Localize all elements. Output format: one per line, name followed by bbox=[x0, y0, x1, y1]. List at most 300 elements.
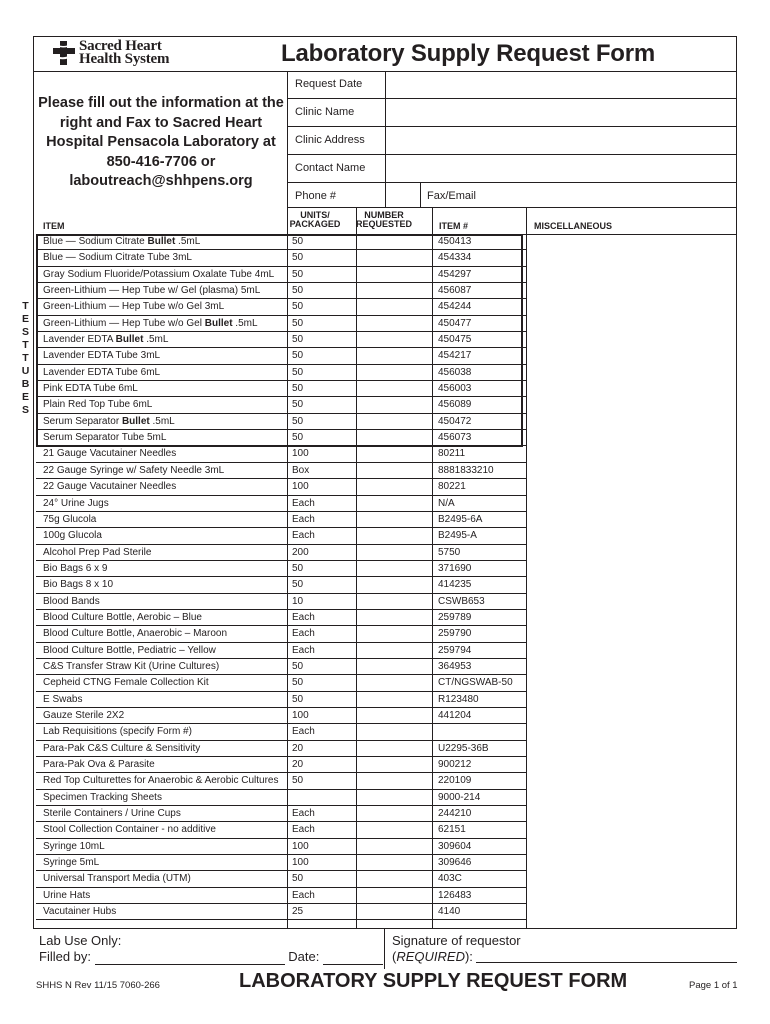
item-name bbox=[43, 888, 90, 903]
item-name bbox=[43, 365, 160, 380]
list-item bbox=[36, 675, 526, 691]
item-number: 259790 bbox=[438, 628, 472, 640]
list-item bbox=[36, 365, 526, 381]
item-name-text: Urine Hats bbox=[43, 889, 91, 901]
item-units: 50 bbox=[292, 432, 304, 444]
item-units: 50 bbox=[292, 317, 304, 329]
item-name bbox=[43, 675, 209, 690]
list-item bbox=[36, 561, 526, 577]
list-item bbox=[36, 283, 526, 299]
signature-field[interactable] bbox=[476, 962, 737, 963]
fax-email-label: Fax/Email bbox=[427, 190, 476, 202]
item-name bbox=[43, 594, 100, 609]
item-name-text: E Swabs bbox=[43, 693, 83, 705]
item-number: 403C bbox=[438, 873, 462, 885]
item-units: 50 bbox=[292, 579, 304, 591]
misc-column-divider bbox=[526, 208, 527, 929]
item-name bbox=[43, 512, 96, 527]
list-item bbox=[36, 790, 526, 806]
item-name-text: Stool Collection Container - no additive bbox=[43, 824, 216, 836]
item-units: 50 bbox=[292, 562, 304, 574]
date-field[interactable] bbox=[323, 949, 383, 965]
item-name bbox=[43, 561, 107, 576]
item-number: 450413 bbox=[438, 236, 472, 247]
logo-line-2: Health System bbox=[79, 51, 170, 67]
item-number: CSWB653 bbox=[438, 595, 485, 607]
required-label: REQUIRED bbox=[396, 949, 465, 964]
number-requested-field[interactable] bbox=[356, 692, 408, 706]
item-number: 454334 bbox=[438, 252, 472, 264]
list-item bbox=[36, 888, 526, 904]
item-number: 80221 bbox=[438, 481, 466, 493]
filled-by-line bbox=[39, 949, 383, 965]
item-name-text: Universal Transport Media (UTM) bbox=[43, 873, 191, 885]
item-units: 50 bbox=[292, 350, 304, 362]
item-units: 50 bbox=[292, 677, 304, 689]
item-units: Each bbox=[292, 530, 315, 542]
number-requested-field[interactable] bbox=[356, 822, 408, 836]
number-requested-field[interactable] bbox=[356, 496, 408, 510]
item-name-text: Pink EDTA Tube 6mL bbox=[43, 383, 138, 395]
item-units: 10 bbox=[292, 595, 304, 607]
item-number: 364953 bbox=[438, 660, 472, 672]
item-name-text: Plain Red Top Tube 6mL bbox=[43, 399, 153, 411]
item-name bbox=[43, 234, 200, 249]
item-name bbox=[43, 904, 116, 919]
item-number: 456089 bbox=[438, 399, 472, 411]
item-units: 50 bbox=[292, 301, 304, 313]
number-requested-field[interactable] bbox=[356, 643, 408, 657]
item-name-text: Bio Bags 8 x 10 bbox=[43, 579, 114, 591]
column-header-miscellaneous: MISCELLANEOUS bbox=[534, 221, 613, 231]
clinic-address-input[interactable] bbox=[388, 131, 737, 153]
item-number: 454244 bbox=[438, 301, 472, 313]
item-units: 50 bbox=[292, 268, 304, 280]
number-requested-field[interactable] bbox=[356, 724, 408, 738]
item-name bbox=[43, 283, 260, 298]
item-number: 371690 bbox=[438, 562, 472, 574]
item-units: 50 bbox=[292, 334, 304, 346]
list-item bbox=[36, 479, 526, 495]
number-requested-field[interactable] bbox=[356, 659, 408, 673]
list-item bbox=[36, 381, 526, 397]
item-name-text: Blood Culture Bottle, Aerobic – Blue bbox=[43, 611, 202, 623]
column-header-item-number: ITEM # bbox=[439, 221, 469, 231]
item-units: Each bbox=[292, 628, 315, 640]
item-name-text: Para-Pak Ova & Parasite bbox=[43, 759, 155, 770]
item-name bbox=[43, 316, 258, 331]
list-item bbox=[36, 757, 526, 773]
item-name-text: Blood Culture Bottle, Anaerobic – Maroon bbox=[43, 628, 227, 640]
number-requested-field[interactable] bbox=[356, 561, 408, 575]
item-name-text: Lavender EDTA bbox=[43, 334, 116, 346]
list-item bbox=[36, 659, 526, 675]
item-units: 100 bbox=[292, 448, 309, 460]
item-number: 454297 bbox=[438, 268, 472, 280]
item-name-text: Lavender EDTA Tube 6mL bbox=[43, 366, 161, 378]
item-name bbox=[43, 724, 192, 739]
item-units: Box bbox=[292, 464, 310, 476]
number-requested-field[interactable] bbox=[356, 757, 408, 771]
list-item bbox=[36, 545, 526, 561]
list-item bbox=[36, 397, 526, 413]
list-item bbox=[36, 430, 526, 446]
item-name bbox=[43, 348, 160, 363]
list-item bbox=[36, 855, 526, 871]
item-name bbox=[43, 430, 166, 445]
list-item bbox=[36, 414, 526, 430]
item-name-text: Sterile Containers / Urine Cups bbox=[43, 808, 181, 820]
list-item bbox=[36, 610, 526, 626]
item-units: 100 bbox=[292, 857, 309, 869]
item-units: 50 bbox=[292, 383, 304, 395]
list-item bbox=[36, 594, 526, 610]
filled-by-label: Filled by: bbox=[39, 949, 92, 964]
item-name-text: C&S Transfer Straw Kit (Urine Cultures) bbox=[43, 660, 220, 672]
item-name bbox=[43, 692, 82, 707]
item-name bbox=[43, 381, 138, 396]
item-units: Each bbox=[292, 611, 315, 623]
number-requested-field[interactable] bbox=[356, 512, 408, 526]
list-item bbox=[36, 773, 526, 789]
item-name bbox=[43, 773, 279, 788]
number-requested-field[interactable] bbox=[356, 283, 408, 297]
item-name-text: 21 Gauge Vacutainer Needles bbox=[43, 448, 177, 460]
item-name-text: Green-Lithium — Hep Tube w/o Gel bbox=[43, 317, 205, 329]
item-units: 20 bbox=[292, 742, 304, 754]
test-tubes-label: TEST TUBES bbox=[21, 300, 31, 416]
phone-input[interactable] bbox=[290, 186, 384, 208]
number-requested-field[interactable] bbox=[356, 839, 408, 853]
item-name bbox=[43, 790, 162, 805]
number-requested-field[interactable] bbox=[356, 545, 408, 559]
item-name-text: Lavender EDTA Tube 3mL bbox=[43, 350, 161, 362]
item-name-emphasis: Bullet bbox=[147, 236, 176, 247]
item-number: 220109 bbox=[438, 775, 472, 787]
column-header-number: NUMBER REQUESTED bbox=[356, 210, 413, 229]
number-requested-field[interactable] bbox=[356, 463, 408, 477]
number-requested-field[interactable] bbox=[356, 577, 408, 591]
contact-name-label: Contact Name bbox=[295, 162, 366, 174]
logo-line-1: Sacred Heart bbox=[79, 38, 162, 54]
request-date-label: Request Date bbox=[295, 78, 363, 90]
item-units: 50 bbox=[292, 775, 304, 787]
list-item bbox=[36, 806, 526, 822]
number-requested-field[interactable] bbox=[356, 381, 408, 395]
item-units: 100 bbox=[292, 840, 309, 852]
item-name-text: Specimen Tracking Sheets bbox=[43, 791, 162, 803]
number-requested-field[interactable] bbox=[356, 708, 408, 722]
item-number: 450472 bbox=[438, 415, 472, 427]
item-name-suffix: .5mL bbox=[232, 317, 258, 329]
item-name-text: Blue — Sodium Citrate Tube 3mL bbox=[43, 252, 192, 264]
list-item bbox=[36, 577, 526, 593]
list-item bbox=[36, 839, 526, 855]
number-requested-field[interactable] bbox=[356, 888, 408, 902]
item-number: 456073 bbox=[438, 432, 472, 444]
item-name-text: 75g Glucola bbox=[43, 513, 97, 525]
request-date-input[interactable] bbox=[388, 75, 737, 97]
number-requested-field[interactable] bbox=[356, 446, 408, 460]
list-item bbox=[36, 643, 526, 659]
item-name bbox=[43, 463, 224, 478]
item-name bbox=[43, 528, 102, 543]
logo-text bbox=[79, 40, 169, 66]
item-name bbox=[43, 839, 105, 854]
sacred-heart-logo bbox=[52, 40, 182, 68]
item-name bbox=[43, 414, 175, 429]
page-number: Page 1 of 1 bbox=[689, 980, 738, 991]
item-units: 50 bbox=[292, 285, 304, 297]
filled-by-field[interactable] bbox=[95, 949, 285, 965]
item-number: 80211 bbox=[438, 448, 466, 460]
list-item bbox=[36, 250, 526, 266]
item-units: 100 bbox=[292, 481, 309, 493]
item-number: CT/NGSWAB-50 bbox=[438, 677, 513, 689]
number-requested-field[interactable] bbox=[356, 267, 408, 281]
item-number: 456038 bbox=[438, 366, 472, 378]
item-units: 20 bbox=[292, 759, 304, 770]
item-units: 50 bbox=[292, 399, 304, 411]
column-header-item: ITEM bbox=[43, 221, 65, 231]
number-requested-field[interactable] bbox=[356, 855, 408, 869]
item-name bbox=[43, 643, 216, 658]
item-number: 456087 bbox=[438, 285, 472, 297]
item-name-text: Syringe 10mL bbox=[43, 840, 105, 852]
item-number: U2295-36B bbox=[438, 742, 489, 754]
item-name bbox=[43, 871, 191, 886]
number-requested-field[interactable] bbox=[356, 790, 408, 804]
list-item bbox=[36, 496, 526, 512]
item-name bbox=[43, 806, 181, 821]
form-revision: SHHS N Rev 11/15 7060-266 bbox=[36, 980, 160, 991]
list-item bbox=[36, 267, 526, 283]
item-name-text: Cepheid CTNG Female Collection Kit bbox=[43, 677, 209, 689]
required-close: ): bbox=[464, 949, 473, 964]
list-item bbox=[36, 463, 526, 479]
number-requested-field[interactable] bbox=[356, 626, 408, 640]
instructions-text: Please fill out the information at the right and Fax to Sacred Heart Hospital Pensacola Laboratory at 850-416-7706 or laboutreach@shhpens.org bbox=[38, 95, 284, 189]
item-name-text: Red Top Culturettes for Anaerobic & Aerobic Cultures bbox=[43, 775, 279, 787]
item-name-emphasis: Bullet bbox=[115, 334, 144, 346]
lab-use-only-label: Lab Use Only: bbox=[39, 933, 122, 948]
item-units: Each bbox=[292, 726, 315, 738]
item-name-text: 22 Gauge Vacutainer Needles bbox=[43, 481, 177, 493]
clinic-name-input[interactable] bbox=[388, 103, 737, 125]
number-requested-field[interactable] bbox=[356, 365, 408, 379]
item-number: 62151 bbox=[438, 824, 466, 836]
item-name-text: Blood Bands bbox=[43, 595, 100, 607]
number-requested-field[interactable] bbox=[356, 348, 408, 362]
number-requested-field[interactable] bbox=[356, 332, 408, 346]
required-open: ( bbox=[392, 949, 397, 964]
number-requested-field[interactable] bbox=[356, 773, 408, 787]
item-number: 259794 bbox=[438, 644, 472, 656]
list-item bbox=[36, 316, 526, 332]
item-name bbox=[43, 332, 168, 347]
item-number: B2495-A bbox=[438, 530, 477, 542]
item-number: 9000-214 bbox=[438, 791, 481, 803]
item-number: 441204 bbox=[438, 709, 472, 721]
item-name bbox=[43, 741, 200, 756]
page-title: Laboratory Supply Request Form bbox=[281, 40, 656, 67]
item-name bbox=[43, 397, 152, 412]
item-name-text: Green-Lithium — Hep Tube w/o Gel 3mL bbox=[43, 301, 225, 313]
item-units: 50 bbox=[292, 415, 304, 427]
list-item bbox=[36, 332, 526, 348]
item-name bbox=[43, 446, 176, 461]
list-item bbox=[36, 512, 526, 528]
item-name-text: Para-Pak C&S Culture & Sensitivity bbox=[43, 742, 201, 754]
item-name-text: Bio Bags 6 x 9 bbox=[43, 562, 108, 574]
list-item bbox=[36, 446, 526, 462]
item-name bbox=[43, 626, 227, 641]
list-item bbox=[36, 626, 526, 642]
column-header-units: UNITS/ PACKAGED bbox=[289, 210, 341, 229]
item-units: Each bbox=[292, 513, 315, 525]
item-units: 200 bbox=[292, 546, 309, 558]
item-number: 454217 bbox=[438, 350, 472, 362]
footer-title: LABORATORY SUPPLY REQUEST FORM bbox=[239, 970, 628, 992]
item-units: 50 bbox=[292, 236, 304, 247]
item-number: 900212 bbox=[438, 759, 472, 770]
item-units: 100 bbox=[292, 709, 309, 721]
item-number: 414235 bbox=[438, 579, 472, 591]
item-number: 309604 bbox=[438, 840, 472, 852]
item-units: Each bbox=[292, 889, 315, 901]
item-name-emphasis: Bullet bbox=[121, 415, 150, 427]
number-requested-field[interactable] bbox=[356, 594, 408, 608]
item-name bbox=[43, 545, 151, 560]
item-units: 25 bbox=[292, 906, 304, 918]
item-name-suffix: .5mL bbox=[175, 236, 201, 247]
clinic-address-label: Clinic Address bbox=[295, 134, 365, 146]
number-requested-field[interactable] bbox=[356, 299, 408, 313]
item-name bbox=[43, 822, 216, 837]
number-requested-field[interactable] bbox=[356, 234, 408, 248]
item-name-text: 100g Glucola bbox=[43, 530, 102, 542]
list-item bbox=[36, 692, 526, 708]
signature-label: Signature of requestor bbox=[392, 933, 521, 948]
item-units: Each bbox=[292, 497, 315, 509]
list-item bbox=[36, 299, 526, 315]
item-number: B2495-6A bbox=[438, 513, 483, 525]
item-name bbox=[43, 757, 155, 772]
item-name bbox=[43, 659, 219, 674]
item-name bbox=[43, 479, 176, 494]
fax-email-input[interactable] bbox=[484, 186, 738, 208]
number-requested-field[interactable] bbox=[356, 871, 408, 885]
item-name-text: Vacutainer Hubs bbox=[43, 906, 117, 918]
item-name-text: Serum Separator Tube 5mL bbox=[43, 432, 167, 444]
item-number: 450475 bbox=[438, 334, 472, 346]
number-requested-field[interactable] bbox=[356, 904, 408, 918]
list-item bbox=[36, 528, 526, 544]
item-name-text: 24° Urine Jugs bbox=[43, 497, 109, 509]
item-name-suffix: .5mL bbox=[143, 334, 169, 346]
item-name bbox=[43, 708, 124, 723]
list-item bbox=[36, 234, 526, 250]
item-name bbox=[43, 267, 274, 282]
number-requested-field[interactable] bbox=[356, 397, 408, 411]
item-number: 309646 bbox=[438, 857, 472, 869]
number-requested-field[interactable] bbox=[356, 316, 408, 330]
item-name bbox=[43, 496, 109, 511]
cross-icon bbox=[52, 40, 76, 66]
number-requested-field[interactable] bbox=[356, 610, 408, 624]
list-item bbox=[36, 724, 526, 740]
item-name-emphasis: Bullet bbox=[204, 317, 233, 329]
phone-label: Phone # bbox=[295, 190, 336, 202]
supply-list bbox=[36, 234, 526, 920]
item-units: 50 bbox=[292, 366, 304, 378]
item-units: 50 bbox=[292, 660, 304, 672]
clinic-name-label: Clinic Name bbox=[295, 106, 355, 118]
number-requested-field[interactable] bbox=[356, 675, 408, 689]
item-units: Each bbox=[292, 644, 315, 656]
item-name bbox=[43, 299, 224, 314]
item-name-text: Gray Sodium Fluoride/Potassium Oxalate Tube 4mL bbox=[43, 268, 275, 280]
item-name-text: Serum Separator bbox=[43, 415, 122, 427]
item-number: 259789 bbox=[438, 611, 472, 623]
item-number: N/A bbox=[438, 497, 455, 509]
item-number: 456003 bbox=[438, 383, 472, 395]
item-name-text: 22 Gauge Syringe w/ Safety Needle 3mL bbox=[43, 464, 225, 476]
item-name-suffix: .5mL bbox=[149, 415, 175, 427]
item-name-text: Lab Requisitions (specify Form #) bbox=[43, 726, 192, 738]
item-units: 50 bbox=[292, 873, 304, 885]
item-name-text: Syringe 5mL bbox=[43, 857, 100, 869]
list-item bbox=[36, 708, 526, 724]
item-name-text: Alcohol Prep Pad Sterile bbox=[43, 546, 152, 558]
date-label: Date: bbox=[288, 949, 320, 964]
item-units: 50 bbox=[292, 252, 304, 264]
item-number: 450477 bbox=[438, 317, 472, 329]
list-item bbox=[36, 822, 526, 838]
item-number: 8881833210 bbox=[438, 464, 494, 476]
list-item bbox=[36, 871, 526, 887]
item-name-text: Green-Lithium — Hep Tube w/ Gel (plasma) 5mL bbox=[43, 285, 261, 297]
item-number: 244210 bbox=[438, 808, 472, 820]
item-name-text: Gauze Sterile 2X2 bbox=[43, 709, 125, 721]
item-number: 4140 bbox=[438, 906, 461, 918]
required-note bbox=[392, 949, 473, 964]
item-name bbox=[43, 250, 192, 265]
number-requested-field[interactable] bbox=[356, 414, 408, 428]
item-name-text: Blue — Sodium Citrate bbox=[43, 236, 148, 247]
number-requested-field[interactable] bbox=[356, 250, 408, 264]
number-requested-field[interactable] bbox=[356, 741, 408, 755]
number-requested-field[interactable] bbox=[356, 430, 408, 444]
item-units: 50 bbox=[292, 693, 304, 705]
list-item bbox=[36, 904, 526, 920]
item-number: 126483 bbox=[438, 889, 472, 901]
number-requested-field[interactable] bbox=[356, 479, 408, 493]
item-name-text: Blood Culture Bottle, Pediatric – Yellow bbox=[43, 644, 216, 656]
list-item bbox=[36, 741, 526, 757]
contact-name-input[interactable] bbox=[388, 159, 737, 181]
item-units: Each bbox=[292, 808, 315, 820]
item-name bbox=[43, 855, 99, 870]
item-number: 5750 bbox=[438, 546, 461, 558]
number-requested-field[interactable] bbox=[356, 806, 408, 820]
phone-fax-divider bbox=[420, 183, 421, 208]
item-units: Each bbox=[292, 824, 315, 836]
item-name bbox=[43, 610, 202, 625]
list-item bbox=[36, 348, 526, 364]
number-requested-field[interactable] bbox=[356, 528, 408, 542]
item-number: R123480 bbox=[438, 693, 479, 705]
